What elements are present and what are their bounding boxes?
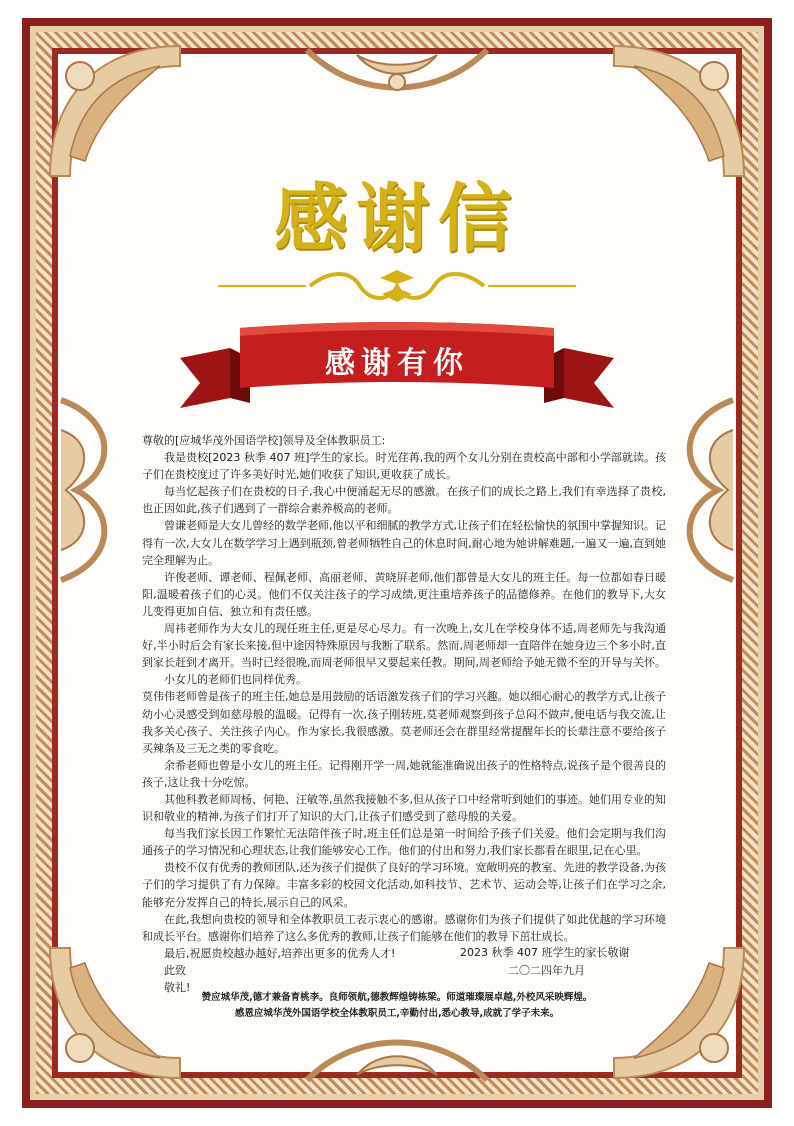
letter-date: 二〇二四年九月 [508, 964, 585, 977]
paragraph: 最后,祝愿贵校越办越好,培养出更多的优秀人才! [164, 946, 396, 960]
paragraph: 在此,我想向贵校的领导和全体教职员工表示衷心的感谢。感谢你们为孩子们提供了如此优越的学习环境和成长平台。感谢你们培养了这么多优秀的教师,让孩子们能够在他们的教导下茁壮成长。 [142, 912, 666, 943]
title-divider-left [218, 285, 306, 287]
footer-line: 感恩应城华茂外国语学校全体教职员工,辛勤付出,悉心教导,成就了学子未来。 [234, 1008, 560, 1019]
footer-dedication [0, 990, 794, 1022]
side-scroll-ornament-right-icon [668, 390, 738, 590]
paragraph: 我是贵校[2023 秋季 407 班]学生的家长。时光荏苒,我的两个女儿分别在贵校高中部和小学部就读。孩子们在贵校度过了许多美好时光,她们收获了知识,更收获了成长。 [142, 451, 666, 482]
letter-title: 感谢信 [274, 176, 520, 262]
paragraph: 余希老师也曾是小女儿的班主任。记得刚开学一周,她就能准确说出孩子的性格特点,说孩子是个很善良的孩子,这让我十分吃惊。 [142, 758, 666, 789]
closing-jingli: 敬礼! [164, 981, 191, 994]
footer-line: 赞应城华茂,德才兼备育桃李。良师领航,德教辉煌铸栋梁。师道璀璨展卓越,外校风采映辉煌。 [201, 992, 593, 1003]
closing-zhici: 此致 [164, 963, 186, 977]
signature: 2023 秋季 407 班学生的家长敬谢 [460, 946, 630, 959]
salutation: 尊敬的[应城华茂外国语学校]领导及全体教职员工: [142, 434, 386, 447]
gold-scroll-ornament-icon [300, 268, 494, 304]
title-divider-right [488, 285, 576, 287]
paragraph: 小女儿的老师们也同样优秀。 [164, 673, 307, 687]
paragraph: 许俊老师、谭老师、程佩老师、高丽老师、黄晓屏老师,他们都曾是大女儿的班主任。每一位都如春日暖阳,温暖着孩子们的心灵。他们不仅关注孩子的学习成绩,更注重培养孩子的品德修养。在他们的教导下,大女儿变得更加自信、独立和有责任感。 [142, 570, 666, 618]
side-scroll-ornament-left-icon [56, 390, 126, 590]
letter-body [142, 432, 666, 996]
ribbon-text: 感谢有你 [325, 346, 469, 381]
paragraph: 莫伟伟老师曾是孩子的班主任,她总是用鼓励的话语激发孩子们的学习兴趣。她以细心耐心的教学方式,让孩子幼小心灵感受到如慈母般的温暖。记得有一次,孩子刚转班,莫老师观察到孩子总闷不做声,便电话与我交流,让我多关心孩子、关注孩子内心。作为家长,我很感激。莫老师还会在群里经常提醒年长的长辈注意不要给孩子买辣条及三无之类的零食吃。 [142, 690, 666, 755]
paragraph: 每当忆起孩子们在贵校的日子,我心中便涌起无尽的感激。在孩子们的成长之路上,我们有幸选择了贵校,也正因如此,孩子们遇到了一群综合素养极高的老师。 [142, 485, 666, 516]
bottom-center-ornament-icon [297, 1020, 497, 1090]
paragraph: 每当我们家长因工作繁忙无法陪伴孩子时,班主任们总是第一时间给予孩子们关爱。他们会定期与我们沟通孩子的学习情况和心理状态,让我们能够安心工作。他们的付出和努力,我们家长都看在眼里,记在心里。 [142, 827, 666, 858]
paragraph: 周祎老师作为大女儿的现任班主任,更是尽心尽力。有一次晚上,女儿在学校身体不适,周老师先与我沟通好,半小时后会有家长来接,但中途因特殊原因与我断了联系。然而,周老师却一直陪伴在她身边三个多小时,直到家长赶到才离开。当时已经很晚,而周老师很早又要起来任教。期间,周老师给予她无微不至的开导与关怀。 [142, 622, 666, 670]
top-center-ornament-icon [297, 40, 497, 110]
paragraph: 贵校不仅有优秀的教师团队,还为孩子们提供了良好的学习环境。宽敞明亮的教室、先进的教学设备,为孩子们的学习提供了有力保障。丰富多彩的校园文化活动,如科技节、艺术节、运动会等,让孩子们在学习之余,能够充分发挥自己的特长,展示自己的风采。 [142, 861, 666, 909]
paragraph: 曾谦老师是大女儿曾经的数学老师,他以平和细腻的教学方式,让孩子们在轻松愉快的氛围中掌握知识。记得有一次,大女儿在数学学习上遇到瓶颈,曾老师牺牲自己的休息时间,耐心地为她讲解难题,一遍又一遍,直到她完全理解为止。 [142, 519, 666, 567]
paragraph: 其他科教老师周杨、何艳、汪敏等,虽然我接触不多,但从孩子口中经常听到她们的事迹。她们用专业的知识和敬业的精神,为孩子们打开了知识的大门,让孩子们感受到了慈母般的关爱。 [142, 792, 666, 824]
